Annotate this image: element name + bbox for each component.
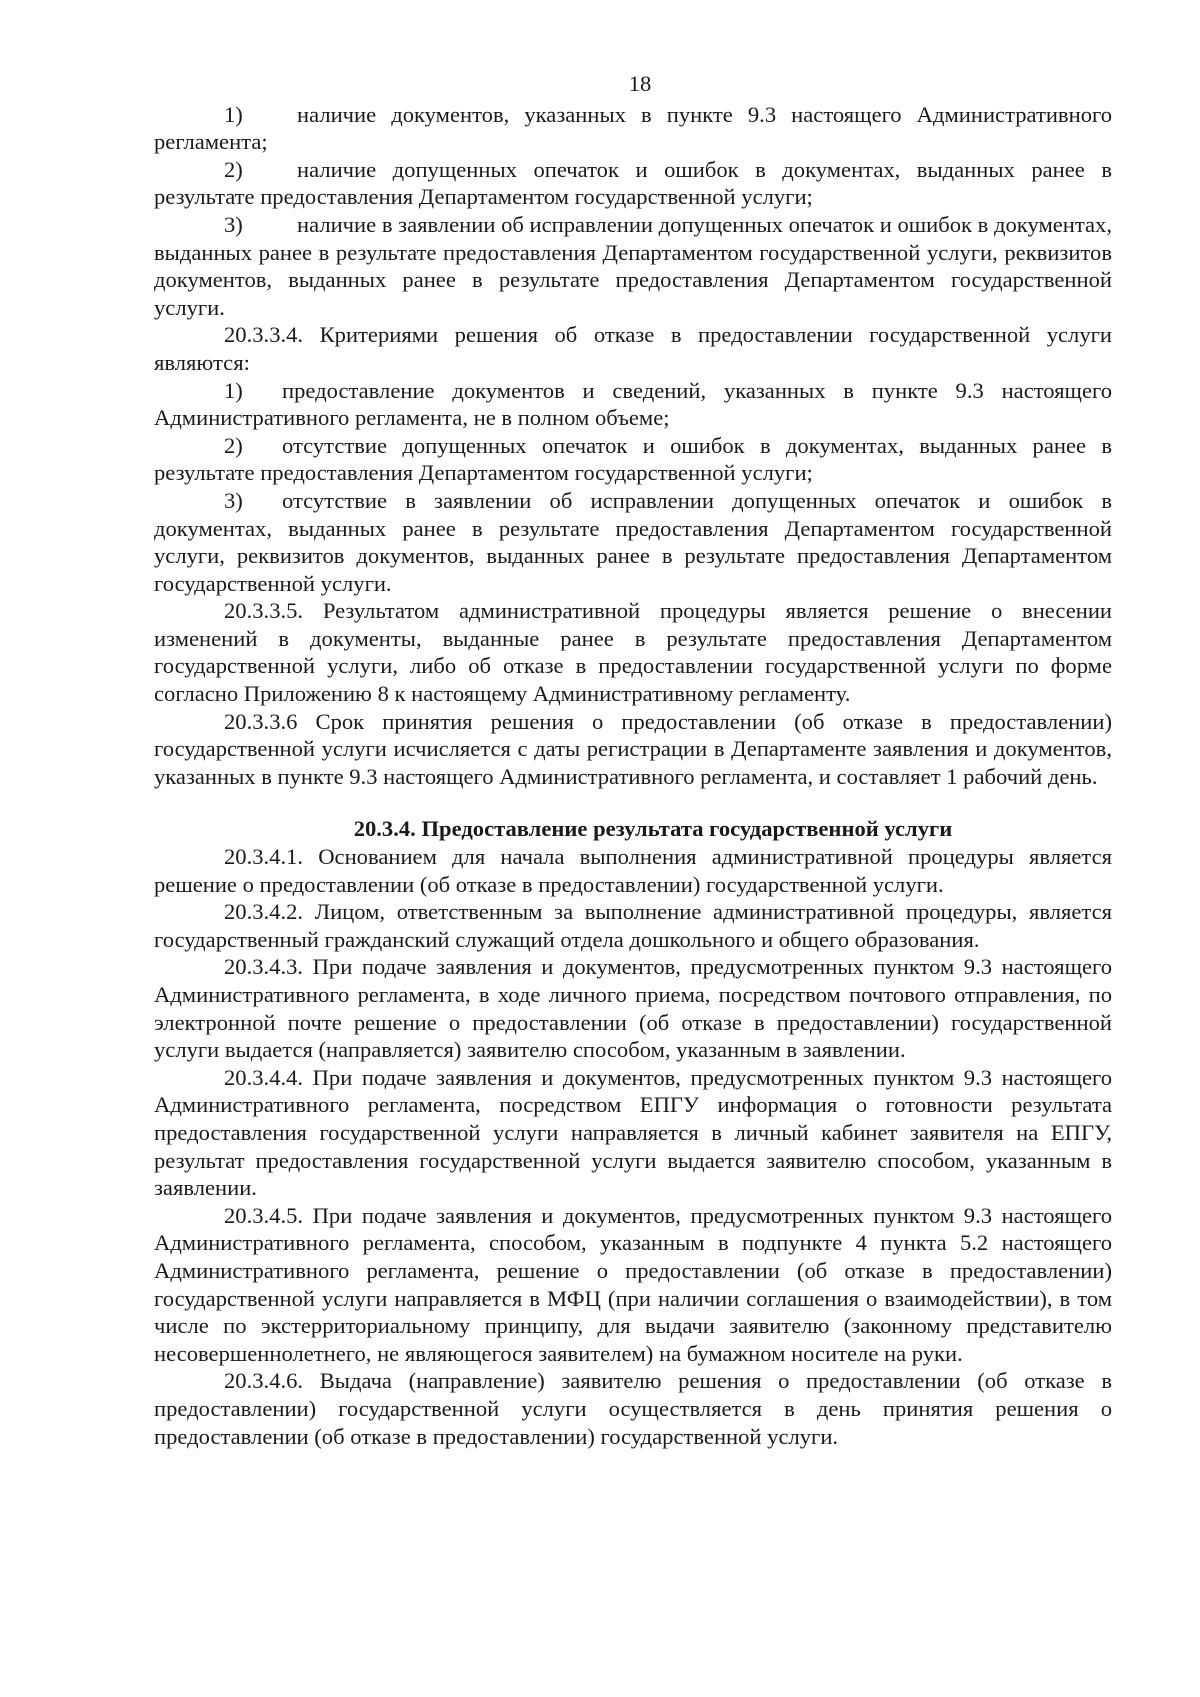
list-item-text: наличие документов, указанных в пункте 9.3 настоящего Административного регламента; [154, 101, 1112, 155]
list-item [154, 377, 1112, 432]
paragraph-20-3-3-4: 20.3.3.4. Критериями решения об отказе в предоставлении государственной услуги являются: [154, 322, 1112, 375]
page-number: 18 [628, 71, 652, 96]
paragraph-20-3-3-5: 20.3.3.5. Результатом административной процедуры является решение о внесении изменений в документы, выданные ранее в результате предоставления Департаментом государственной услуги, либо об отказе в предоставлении государственной услуги по форме согласно Приложению 8 к настоящему Административному регламенту. [154, 598, 1112, 707]
list-item [154, 432, 1112, 487]
list-item-text: отсутствие в заявлении об исправлении допущенных опечаток и ошибок в документах, выданных ранее в результате предоставления Департаментом государственной услуги, реквизитов документов, выданных ранее в результате предоставления Департаментом государственной услуги. [154, 487, 1112, 596]
paragraph-20-3-4-6: 20.3.4.6. Выдача (направление) заявителю решения о предоставлении (об отказе в предоставлении) государственной услуги осуществляется в день принятия решения о предоставлении (об отказе в предоставлении) государственной услуги. [154, 1368, 1112, 1449]
list-item [154, 101, 1112, 156]
list-item [154, 156, 1112, 211]
list-item [154, 487, 1112, 597]
paragraph-20-3-4-5: 20.3.4.5. При подаче заявления и документов, предусмотренных пунктом 9.3 настоящего Административного регламента, способом, указанным в подпункте 4 пункта 5.2 настоящего Административного регламента, решение о предоставлении (об отказе в предоставлении) государственной услуги направляется в МФЦ (при наличии соглашения о взаимодействии), в том числе по экстерриториальному принципу, для выдачи заявителю (законному представителю несовершеннолетнего, не являющегося заявителем) на бумажном носителе на руки. [154, 1202, 1112, 1366]
paragraph-20-3-4-3: 20.3.4.3. При подаче заявления и документов, предусмотренных пунктом 9.3 настоящего Административного регламента, в ходе личного приема, посредством почтового отправления, по электронной почте решение о предоставлении (об отказе в предоставлении) государственной услуги выдается (направляется) заявителю способом, указанным в заявлении. [154, 954, 1112, 1063]
list-item-number: 1) [224, 377, 243, 403]
paragraph-20-3-4-1: 20.3.4.1. Основанием для начала выполнения административной процедуры является решение о предоставлении (об отказе в предоставлении) государственной услуги. [154, 844, 1112, 897]
list-item-number: 3) [224, 487, 243, 513]
list-item [154, 211, 1112, 321]
list-item-text: отсутствие допущенных опечаток и ошибок в документах, выданных ранее в результате предоставления Департаментом государственной услуги; [154, 432, 1112, 486]
list-item-text: наличие допущенных опечаток и ошибок в документах, выданных ранее в результате предоставления Департаментом государственной услуги; [154, 156, 1112, 210]
list-item-number: 2) [224, 432, 243, 458]
paragraph-20-3-3-6: 20.3.3.6 Срок принятия решения о предоставлении (об отказе в предоставлении) государственной услуги исчисляется с даты регистрации в Департаменте заявления и документов, указанных в пункте 9.3 настоящего Административного регламента, и составляет 1 рабочий день. [154, 708, 1112, 789]
list-item-text: наличие в заявлении об исправлении допущенных опечаток и ошибок в документах, выданных ранее в результате предоставления Департаментом государственной услуги, реквизитов документов, выданных ранее в результате предоставления Департаментом государственной услуги. [154, 211, 1112, 320]
section-heading: 20.3.4. Предоставление результата государственной услуги [353, 816, 953, 842]
paragraph-20-3-4-2: 20.3.4.2. Лицом, ответственным за выполнение административной процедуры, является государственный гражданский служащий отдела дошкольного и общего образования. [154, 899, 1112, 952]
list-item-number: 1) [224, 101, 243, 127]
list-item-number: 3) [224, 211, 243, 237]
list-item-text: предоставление документов и сведений, указанных в пункте 9.3 настоящего Административного регламента, не в полном объеме; [154, 377, 1112, 431]
document-page [154, 70, 1112, 1450]
list-item-number: 2) [224, 156, 243, 182]
paragraph-20-3-4-4: 20.3.4.4. При подаче заявления и документов, предусмотренных пунктом 9.3 настоящего Административного регламента, посредством ЕПГУ информация о готовности результата предоставления государственной услуги направляется в личный кабинет заявителя на ЕПГУ, результат предоставления государственной услуги выдается заявителю способом, указанным в заявлении. [154, 1064, 1112, 1201]
